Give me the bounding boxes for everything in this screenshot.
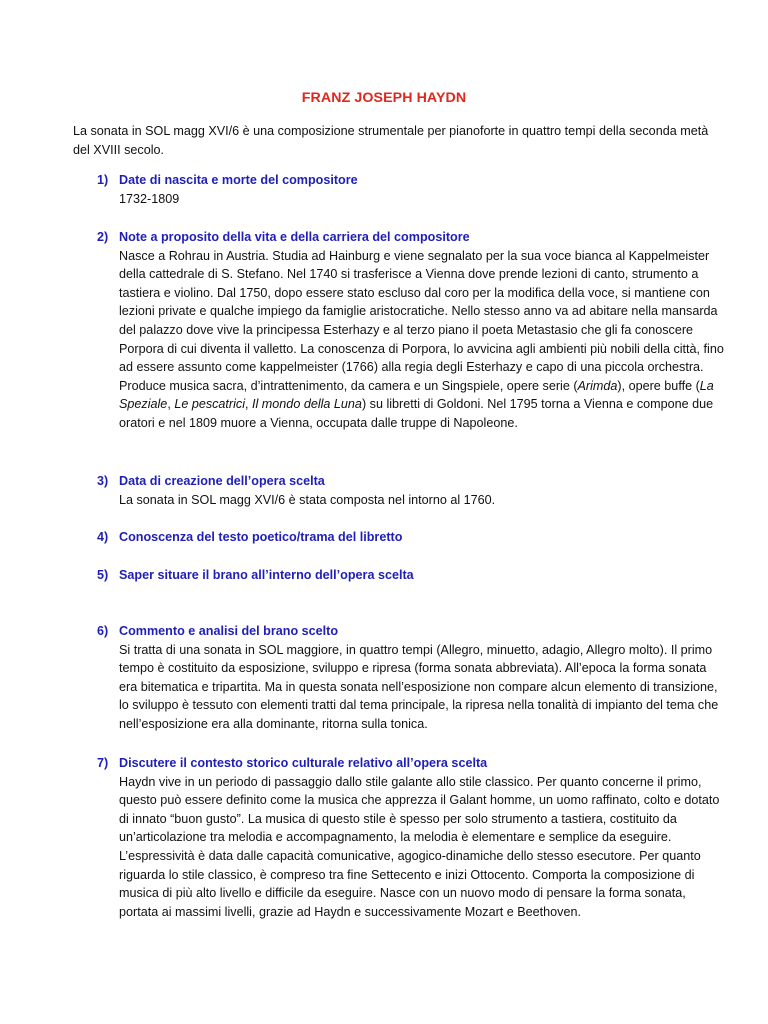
section-number: 5): [97, 568, 109, 582]
section-number: 7): [97, 756, 109, 770]
body-text: ), opere buffe (: [617, 378, 700, 393]
section-body: Si tratta di una sonata in SOL maggiore, in quattro tempi (Allegro, minuetto, adagio, Allegro molto). Il primo tempo è costituito da esposizione, sviluppo e ripresa (forma sonata abbreviata). All’epoca la forma sonata era bitematica e tripartita. Ma in questa sonata nell’esposizione non compare alcun elemento di transizione, lo sviluppo è tessuto con elementi tratti dal tema principale, la ripresa nella tonalità di impianto del tema che nell’esposizione era alla dominante, ritorna sulla tonica.: [119, 642, 719, 731]
section-heading: Commento e analisi del brano scelto: [119, 624, 339, 638]
section-heading: Conoscenza del testo poetico/trama del libretto: [119, 530, 403, 544]
section-heading: Saper situare il brano all’interno dell’opera scelta: [119, 568, 414, 582]
opera-title: Arimda: [577, 378, 618, 393]
section-heading: Discutere il contesto storico culturale relativo all’opera scelta: [119, 756, 488, 770]
intro-paragraph: La sonata in SOL magg XVI/6 è una composizione strumentale per pianoforte in quattro tempi della seconda metà del XVIII secolo.: [73, 124, 709, 157]
section-body: Haydn vive in un periodo di passaggio dallo stile galante allo stile classico. Per quanto concerne il primo, questo può essere definito come la musica che apprezza il Galant homme, un uomo raffinato, colto e dotato di innato “buon gusto”. La musica di questo stile è spesso per solo strumento a tastiera, costituito da un’articolazione tra melodia e accompagnamento, la melodia è elementare e semplice da eseguire. L’espressività è data dalle capacità comunicative, agogico-dinamiche dello stesso esecutore. Per quanto riguarda lo stile classico, è compreso tra fine Settecento e inizi Ottocento. Comporta la composizione di musica di più alto livello e difficile da eseguire. Nasce con un nuovo modo di pensare la forma sonata, portata ai massimi livelli, grazie ad Haydn e successivamente Mozart e Beethoven.: [119, 774, 720, 919]
section-heading: Note a proposito della vita e della carriera del compositore: [119, 230, 470, 244]
section-number: 4): [97, 530, 109, 544]
section-body: [119, 247, 724, 433]
page-title: FRANZ JOSEPH HAYDN: [301, 90, 467, 106]
body-text: ,: [167, 397, 175, 412]
opera-title: Le pescatrici: [174, 397, 246, 412]
body-text: ) su libretti di Goldoni. Nel 1795 torna a Vienna e compone due oratori e nel 1809 muore a Vienna, occupata dalle truppe di Napoleone.: [119, 397, 714, 430]
section-body: La sonata in SOL magg XVI/6 è stata composta nel intorno al 1760.: [119, 492, 496, 507]
body-text: ,: [245, 397, 253, 412]
section-body: 1732-1809: [119, 191, 180, 206]
opera-title: La Speziale: [119, 378, 714, 412]
opera-title: Il mondo della Luna: [252, 397, 362, 412]
section-heading: Data di creazione dell’opera scelta: [119, 474, 325, 488]
section-number: 1): [97, 173, 109, 187]
section-number: 3): [97, 474, 109, 488]
body-text: Nasce a Rohrau in Austria. Studia ad Hainburg e viene segnalato per la sua voce bianca al Kappelmeister della cattedrale di S. Stefano. Nel 1740 si trasferisce a Vienna dove prende lezioni di canto, strumento a tastiera e violino. Dal 1750, dopo essere stato escluso dal coro per la modifica della voce, si mantiene con lezioni private e qualche impiego da famiglie aristocratiche. Nello stesso anno va ad abitare nella mansarda del palazzo dove vive la principessa Esterhazy e al terzo piano il poeta Metastasio che gli fa conoscere Porpora di cui diventa il valletto. La conoscenza di Porpora, lo avvicina agli ambienti più nobili della città, fino ad essere assunto come kappelmeister (1766) alla regia degli Esterhazy e capo di una piccola orchestra. Produce musica sacra, d’intrattenimento, da camera e un Singspiele, opere serie (: [119, 248, 724, 393]
section-number: 6): [97, 624, 109, 638]
section-number: 2): [97, 230, 109, 244]
section-heading: Date di nascita e morte del compositore: [119, 173, 358, 187]
